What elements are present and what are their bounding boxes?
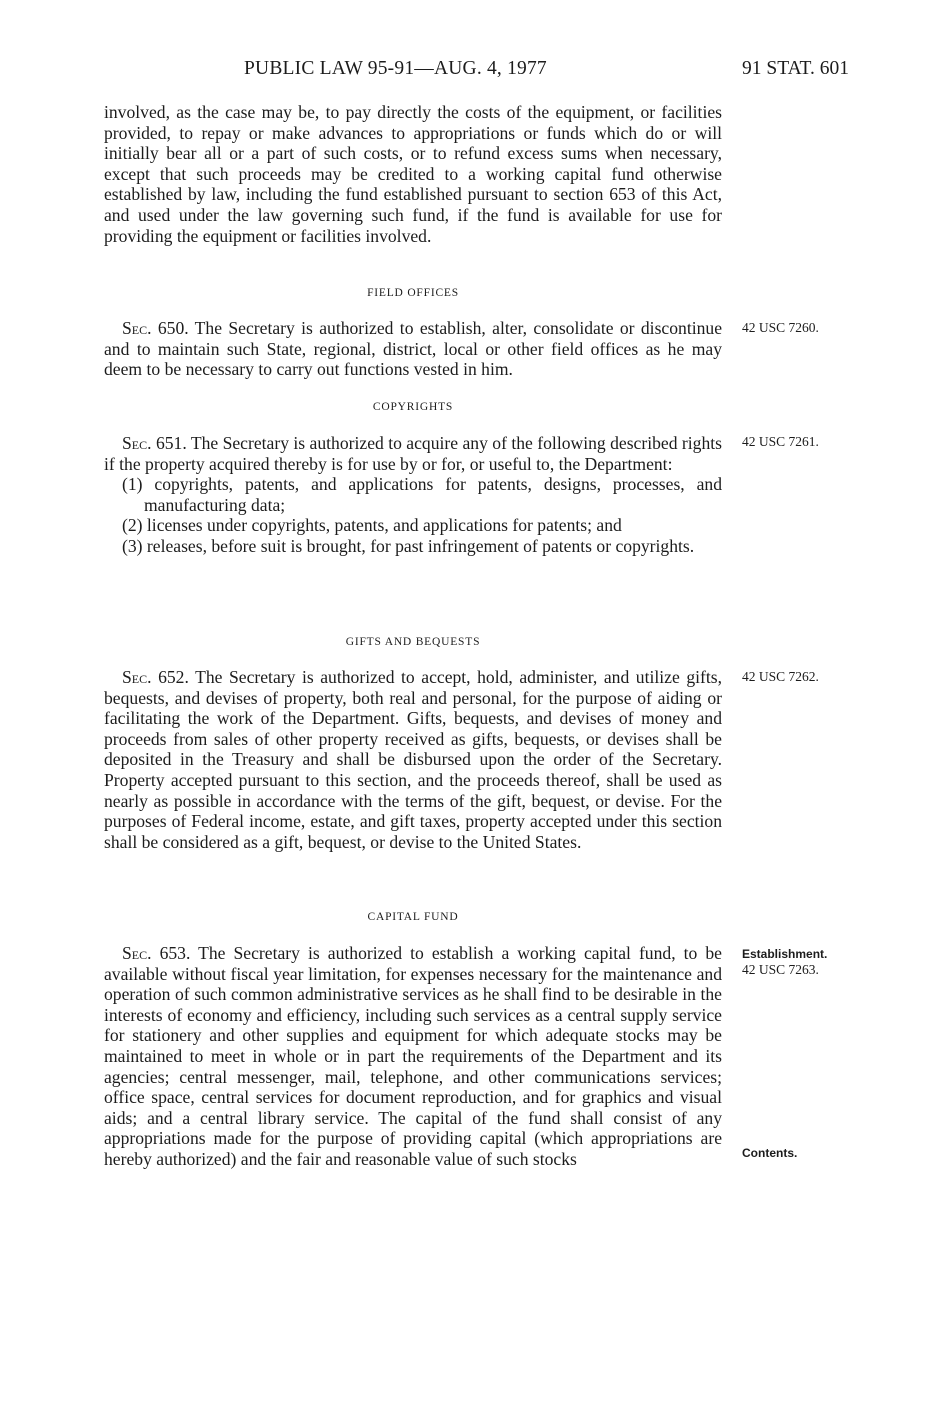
page-header-title: PUBLIC LAW 95-91—AUG. 4, 1977 xyxy=(244,58,547,79)
intro-text: involved, as the case may be, to pay directly the costs of the equipment, or facilities provided, to repay or make advances to appropriations or funds which do or will initially bear all or a part of such costs, or to refund excess sums when necessary, except that such proceeds may be credited to a working capital fund otherwise established by law, including the fund established pursuant to section 653 of this Act, and used under the law governing such fund, if the fund is available for use for providing the equipment or facilities involved. xyxy=(104,102,722,246)
section-652-text: Sec. 652. The Secretary is authorized to accept, hold, administer, and utilize gifts, bequests, and devises of property, both real and personal, for the purpose of aiding or facilitating the work of the Department. Gifts, bequests, and devises of money and proceeds from sales of other property received as gifts, bequests, or devises shall be deposited in the Treasury and shall be disbursed upon the order of the Secretary. Property accepted pursuant to this section, and the proceeds thereof, shall be used as nearly as possible in accordance with the terms of the gift, bequest, or devise. For the purposes of Federal income, estate, and gift taxes, property accepted under this section shall be considered as a gift, bequest, or devise to the United States. xyxy=(104,667,722,852)
margin-note-650: 42 USC 7260. xyxy=(742,320,819,335)
heading-capital-fund: CAPITAL FUND xyxy=(367,911,459,923)
section-652 xyxy=(104,667,722,852)
margin-note-652: 42 USC 7262. xyxy=(742,669,819,684)
intro-paragraph xyxy=(104,102,722,246)
section-653 xyxy=(104,943,722,1170)
margin-note-contents: Contents. xyxy=(742,1146,798,1160)
list-item: (3) releases, before suit is brought, for past infringement of patents or copyrights. xyxy=(122,535,695,556)
heading-copyrights: COPYRIGHTS xyxy=(372,401,454,413)
margin-note-653: 42 USC 7263. xyxy=(742,962,819,977)
heading-field-offices: FIELD OFFICES xyxy=(367,287,459,299)
list-item: (1) copyrights, patents, and applications for patents, designs, processes, and manufacturing data; xyxy=(122,474,722,515)
section-650 xyxy=(104,318,722,380)
section-653-text: Sec. 653. The Secretary is authorized to establish a working capital fund, to be available without fiscal year limitation, for expenses necessary for the maintenance and operation of such common administrative services as he shall find to be desirable in the interests of economy and efficiency, including such services as a central supply service for stationery and other supplies and equipment for which adequate stocks may be maintained to meet in whole or in part the requirements of the Department and its agencies; central messenger, mail, telephone, and other communications services; office space, central services for document reproduction, and for graphics and visual aids; and a central library service. The capital of the fund shall consist of any appropriations made for the purpose of providing capital (which appropriations are hereby authorized) and the fair and reasonable value of such stocks xyxy=(104,943,722,1169)
page-header-stat: 91 STAT. 601 xyxy=(742,58,849,79)
section-651-text: Sec. 651. The Secretary is authorized to acquire any of the following described rights if the property acquired thereby is for use by or for, or useful to, the Department: xyxy=(104,433,722,474)
heading-gifts-and-bequests: GIFTS AND BEQUESTS xyxy=(345,636,481,648)
list-item: (2) licenses under copyrights, patents, and applications for patents; and xyxy=(122,515,622,536)
margin-note-651: 42 USC 7261. xyxy=(742,434,819,449)
section-651 xyxy=(104,433,722,557)
section-650-text: Sec. 650. The Secretary is authorized to establish, alter, consolidate or discontinue and to maintain such State, regional, district, local or other field offices as he may deem to be necessary to carry out functions vested in him. xyxy=(104,318,722,380)
margin-note-establishment: Establishment. xyxy=(742,947,828,961)
